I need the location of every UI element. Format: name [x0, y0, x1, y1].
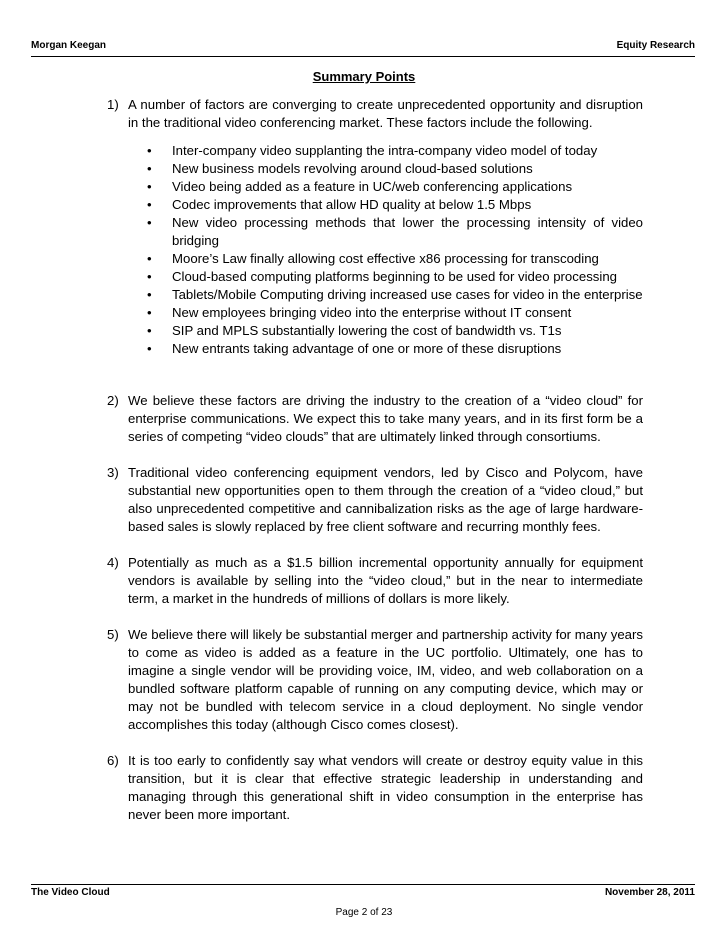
list-item: • Inter-company video supplanting the intra-company video model of today: [147, 143, 598, 158]
list-item: • New video processing methods that lower the processing intensity of video bridging: [147, 215, 643, 248]
bullet-icon: •: [147, 323, 152, 338]
summary-point: [107, 96, 643, 358]
list-item: • Codec improvements that allow HD quality at below 1.5 Mbps: [147, 197, 532, 212]
bullet-icon: •: [147, 197, 152, 212]
summary-point: [107, 752, 643, 824]
point-number: 2): [107, 393, 119, 408]
page-number: Page 2 of 23: [335, 907, 393, 918]
list-item: • New entrants taking advantage of one or more of these disruptions: [147, 341, 562, 356]
bullet-icon: •: [147, 305, 152, 320]
point-text: Traditional video conferencing equipment vendors, led by Cisco and Polycom, have substantial new opportunities open to them through the creation of a “video cloud,” but also unprecedented competitive and cannibalization risks as the age of large hardware-based sales is slowly replaced by free client software and recurring monthly fees.: [128, 465, 643, 534]
point-text: We believe these factors are driving the industry to the creation of a “video cloud” for enterprise communications. We expect this to take many years, and in its first form be a series of competing “video clouds” that are ultimately linked through consortiums.: [128, 393, 643, 444]
point-number: 5): [107, 627, 119, 642]
header-section: Equity Research: [616, 40, 695, 51]
page-header: [31, 40, 695, 57]
bullet-icon: •: [147, 215, 152, 230]
point-number: 1): [107, 97, 119, 112]
summary-content: [107, 96, 643, 842]
summary-point: [107, 626, 643, 734]
summary-point: [107, 464, 643, 536]
bullet-icon: •: [147, 179, 152, 194]
point-number: 3): [107, 465, 119, 480]
point-number: 4): [107, 555, 119, 570]
footer-report-title: The Video Cloud: [31, 887, 110, 898]
list-item: • Video being added as a feature in UC/web conferencing applications: [147, 179, 573, 194]
point-text: A number of factors are converging to create unprecedented opportunity and disruption in the traditional video conferencing market. These factors include the following.: [128, 97, 643, 130]
bullet-icon: •: [147, 341, 152, 356]
bullet-icon: •: [147, 287, 152, 302]
point-text: Potentially as much as a $1.5 billion incremental opportunity annually for equipment vendors is available by selling into the “video cloud,” but in the near to intermediate term, a market in the hundreds of millions of dollars is more likely.: [128, 555, 643, 606]
bullet-icon: •: [147, 161, 152, 176]
point-text: We believe there will likely be substantial merger and partnership activity for many years to come as video is added as a feature in the UC portfolio. Ultimately, one has to imagine a single vendor will be providing voice, IM, video, and web collaboration on a bundled software platform capable of running on any computing device, which may or may not be bundled with telecom service in a cloud deployment. No single vendor accomplishes this today (although Cisco comes closest).: [128, 627, 643, 732]
summary-point: [107, 392, 643, 446]
header-firm: Morgan Keegan: [31, 40, 107, 51]
page-title: Summary Points: [312, 69, 416, 84]
factor-list: [128, 142, 643, 358]
bullet-icon: •: [147, 269, 152, 284]
point-text: It is too early to confidently say what vendors will create or destroy equity value in this transition, but it is clear that effective strategic leadership in understanding and managing through this generational shift in video consumption in the enterprise has never been more important.: [128, 753, 643, 822]
footer-date: November 28, 2011: [604, 887, 695, 898]
list-item: • SIP and MPLS substantially lowering the cost of bandwidth vs. T1s: [147, 323, 562, 338]
summary-point: [107, 554, 643, 608]
page-footer: [31, 884, 695, 898]
list-item: • New employees bringing video into the enterprise without IT consent: [147, 305, 572, 320]
list-item: • Tablets/Mobile Computing driving increased use cases for video in the enterprise: [147, 287, 643, 302]
list-item: • Cloud-based computing platforms beginning to be used for video processing: [147, 269, 617, 284]
bullet-icon: •: [147, 143, 152, 158]
list-item: • New business models revolving around cloud-based solutions: [147, 161, 533, 176]
bullet-icon: •: [147, 251, 152, 266]
point-number: 6): [107, 753, 119, 768]
list-item: • Moore’s Law finally allowing cost effective x86 processing for transcoding: [147, 251, 599, 266]
